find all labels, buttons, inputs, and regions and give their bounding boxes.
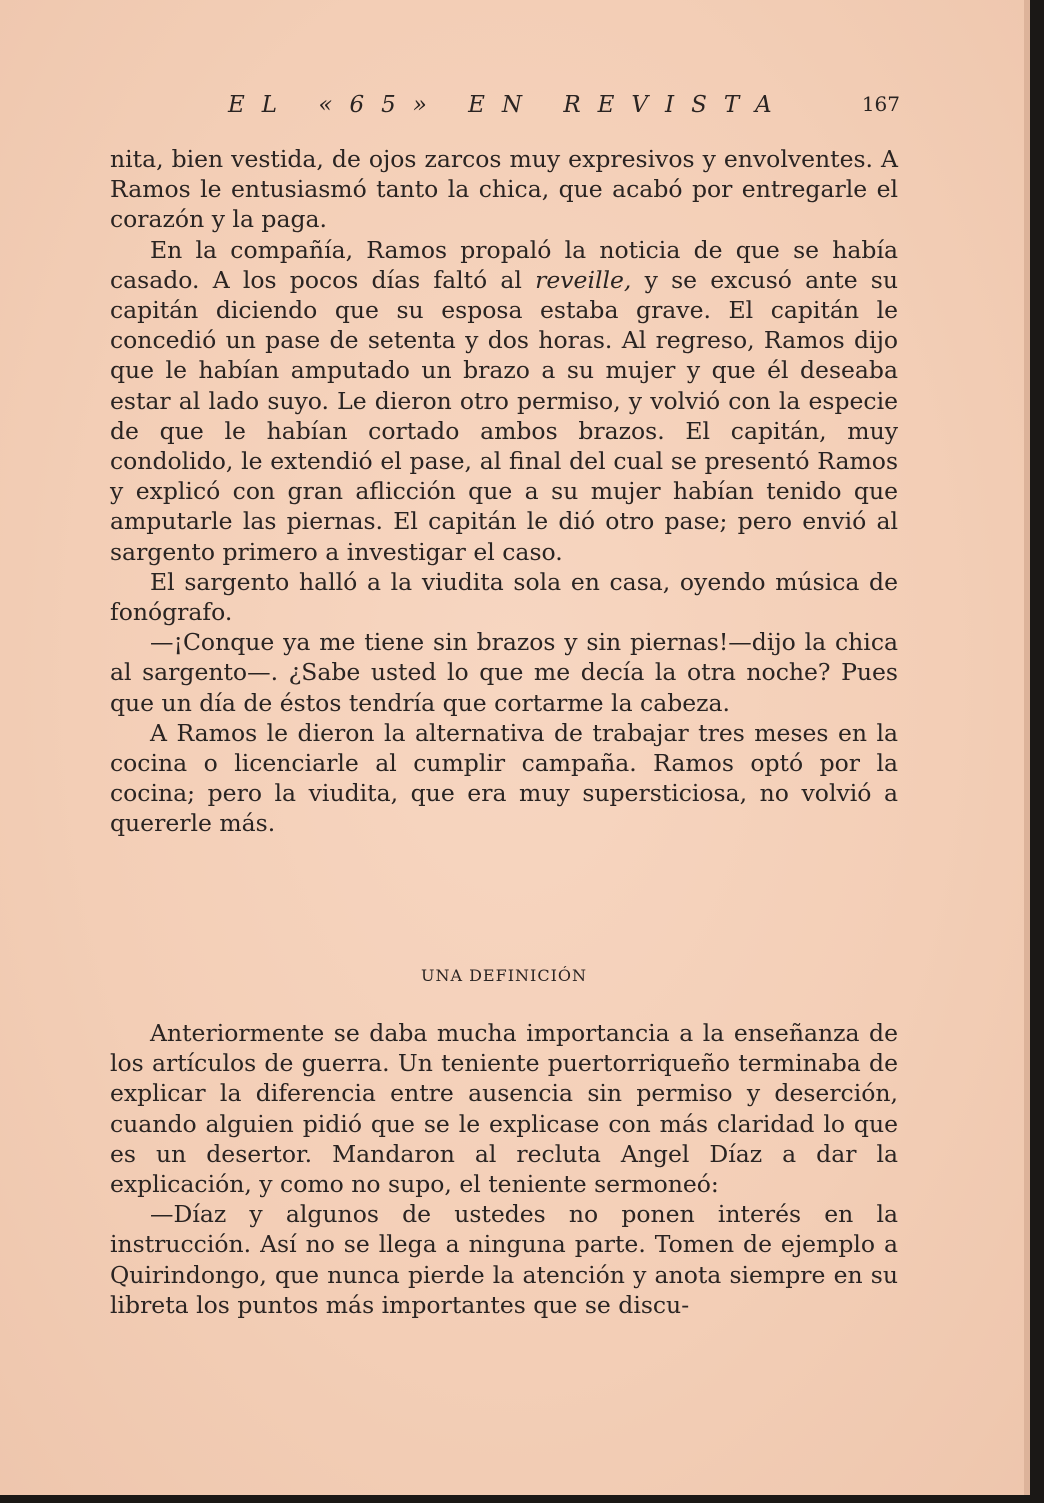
paragraph-text: y se excusó ante su capitán diciendo que su esposa estaba grave. El capitán le concedió un pase de setenta y dos horas. Al regreso, Ramos dijo que le habían amputado un brazo a su mujer y que él deseaba estar al lado suyo. Le dieron otro permiso, y volvió con la especie de que le habían cortado ambos brazos. El capitán, muy condolido, le extendió el pase, al final del cual se presentó Ramos y explicó con gran aflicción que a su mujer habían tenido que amputarle las piernas. El capitán le dió otro pase; pero envió al sargento primero a investigar el caso. [110, 265, 898, 566]
paragraph: —¡Conque ya me tiene sin brazos y sin piernas!—dijo la chica al sargento—. ¿Sabe usted lo que me decía la otra noche? Pues que un día de éstos tendría que cortarme la cabeza. [110, 628, 898, 717]
section-heading: UNA DEFINICIÓN [420, 966, 588, 985]
section-text [110, 1018, 898, 1320]
paragraph [110, 235, 898, 567]
paragraph: El sargento halló a la viudita sola en casa, oyendo música de fonógrafo. [110, 567, 898, 627]
paragraph: —Díaz y algunos de ustedes no ponen interés en la instrucción. Así no se llega a ninguna parte. Tomen de ejemplo a Quirindongo, que nunca pierde la atención y anota siempre en su libreta los puntos más importantes que se discu- [110, 1200, 898, 1319]
paragraph: Anteriormente se daba mucha importancia a la enseñanza de los artículos de guerra. Un teniente puertorriqueño terminaba de explicar la diferencia entre ausencia sin permiso y deserción, cuando alguien pidió que se le explicase con más claridad lo que es un desertor. Mandaron al recluta Angel Díaz a dar la explicación, y como no supo, el teniente sermoneó: [110, 1019, 898, 1199]
paragraph: A Ramos le dieron la alternativa de trabajar tres meses en la cocina o licenciarle al cumplir campaña. Ramos optó por la cocina; pero la viudita, que era muy supersticiosa, no volvió a quererle más. [110, 718, 898, 838]
running-head [228, 92, 900, 126]
story-text [110, 144, 898, 839]
paragraph-text: En la compañía, Ramos propaló la noticia de que se había casado. A los pocos días faltó al [110, 235, 898, 294]
running-title: EL «65» EN REVISTA [228, 92, 789, 118]
paragraph: nita, bien vestida, de ojos zarcos muy expresivos y envolventes. A Ramos le entusiasmó tanto la chica, que acabó por entregarle el corazón y la paga. [110, 145, 898, 234]
page-number: 167 [861, 92, 900, 116]
italic-term: reveille, [535, 265, 632, 294]
